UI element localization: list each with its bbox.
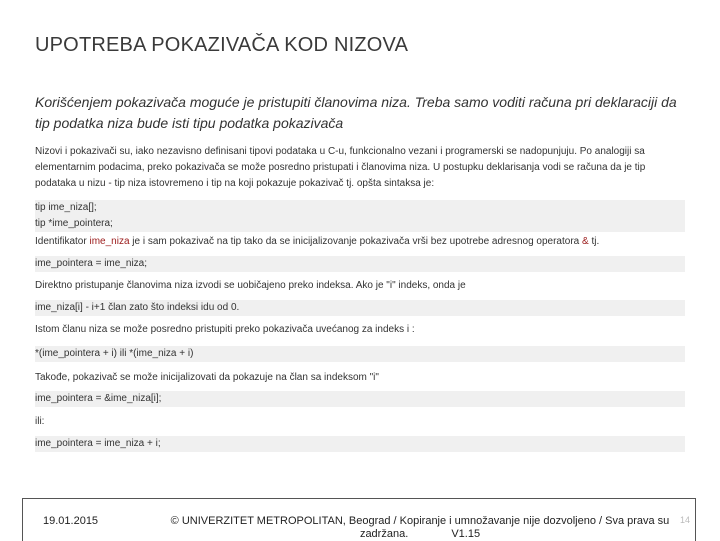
code-line-assign-1: ime_pointera = ime_niza; — [35, 256, 685, 272]
identifier-highlight: ime_niza — [89, 236, 130, 247]
code-line-pointer-expr: *(ime_pointera + i) ili *(ime_niza + i) — [35, 346, 685, 362]
intro-paragraph: Nizovi i pokazivači su, iako nezavisno definisani tipovi podataka u C-u, funkcionalno vezani i programerski se nadopunjuju. Po analogiji sa elementarnim podacima, preko pokazivača se može posredno pristupati i članovima niza. U postupku deklarisanja vodi se računa da je tip podataka u nizu - tip niza istovremeno i tip na koji pokazuje pokazivač tj. opšta sintaksa je: — [35, 146, 646, 189]
slide-title: UPOTREBA POKAZIVAČA KOD NIZOVA — [35, 34, 409, 56]
footer-page-number: 14 — [680, 515, 691, 525]
footer-version: V1.15 — [451, 528, 481, 540]
code-declaration-block — [35, 200, 685, 232]
slide-subtitle: Korišćenjem pokazivača moguće je pristupiti članovima niza. Treba samo voditi računa pri deklaraciji da tip podatka niza bude isti tipu podatka pokazivača — [35, 94, 677, 131]
footer-date: 19.01.2015 — [43, 515, 99, 527]
identifier-paragraph — [35, 234, 685, 250]
identifier-text-start: Identifikator — [35, 236, 90, 247]
slide-footer — [22, 498, 696, 541]
code-line-index: ime_niza[i] - i+1 član zato što indeksi idu od 0. — [35, 300, 685, 316]
identifier-text-end: tj. — [588, 236, 600, 247]
address-operator: & — [582, 236, 589, 247]
code-line-assign-2: ime_pointera = &ime_niza[i]; — [35, 391, 685, 407]
direct-access-paragraph: Direktno pristupanje članovima niza izvodi se uobičajeno preko indeksa. Ako je "i" indeks, onda je — [35, 280, 466, 291]
code-line-pointer-decl: tip *ime_pointera; — [35, 218, 113, 229]
footer-copyright — [155, 515, 685, 541]
footer-copyright-text: © UNIVERZITET METROPOLITAN, Beograd / Kopiranje i umnožavanje nije dozvoljeno / Sva prava su zadržana. — [170, 515, 670, 540]
or-text: ili: — [35, 416, 45, 427]
identifier-text-middle: je i sam pokazivač na tip tako da se inicijalizovanje pokazivača vrši bez upotrebe adresnog operatora — [129, 236, 582, 247]
code-line-array-decl: tip ime_niza[]; — [35, 202, 97, 213]
also-paragraph: Takođe, pokazivač se može inicijalizovati da pokazuje na član sa indeksom "i" — [35, 372, 379, 383]
same-member-paragraph: Istom članu niza se može posredno pristupiti preko pokazivača uvećanog za indeks i : — [35, 324, 415, 335]
code-line-assign-3: ime_pointera = ime_niza + i; — [35, 436, 685, 452]
